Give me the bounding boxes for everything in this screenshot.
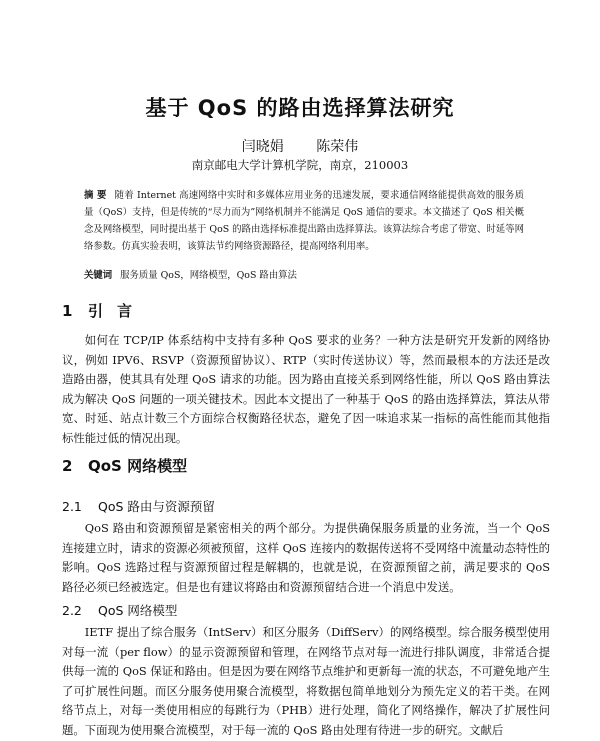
section-title: 引言 — [88, 302, 147, 320]
routing-paragraph: QoS 路由和资源预留是紧密相关的两个部分。为提供确保服务质量的业务流，当一个 QoS 连接建立时，请求的资源必须被预留，这样 QoS 连接内的数据传送将不受网络中流量动态特性的影响。QoS 选路过程与资源预留过程是解耦的，也就是说，在资源预留之前，满足要求的 QoS 路径必须已经被选定。但是也有建议将路由和资源预留结合进一个消息中发送。 — [62, 521, 550, 594]
section-heading-intro — [62, 300, 146, 321]
keywords — [84, 267, 524, 281]
keywords-label: 关键词 — [84, 270, 113, 281]
subsection-number: 2.2 — [62, 603, 82, 618]
section-heading-network-model — [62, 455, 187, 476]
paper-authors: 闫晓娟 陈荣伟 — [241, 139, 359, 155]
section-title: QoS 网络模型 — [88, 457, 188, 475]
paper-title: 基于 QoS 的路由选择算法研究 — [145, 96, 455, 120]
subsection-heading-routing — [62, 497, 215, 515]
abstract-label: 摘 要 — [84, 190, 107, 201]
subsection-number: 2.1 — [62, 499, 82, 514]
section-number: 1 — [62, 302, 73, 320]
keywords-text: 服务质量 QoS，网络模型，QoS 路由算法 — [120, 270, 297, 281]
model-paragraph: IETF 提出了综合服务（IntServ）和区分服务（DiffServ）的网络模型。综合服务模型使用对每一流（per flow）的显示资源预留和管理，在网络节点对每一流进行排队调度，非常适合提供每一流的 QoS 保证和路由。但是因为要在网络节点维护和更新每一流的状态，不可避免地产生了可扩展性问题。而区分服务使用聚合流模型，将数据包简单地划分为预先定义的若干类。在网络节点上，对每一类使用相应的每跳行为（PHB）进行处理，简化了网络操作，解决了扩展性问题。下面现为使用聚合流模型，对于每一流的 QoS 路由处理有待进一步的研究。文献后 — [62, 625, 550, 737]
subsection-heading-model — [62, 601, 177, 619]
subsection-title: QoS 路由与资源预留 — [98, 499, 215, 514]
subsection-title: QoS 网络模型 — [98, 603, 178, 618]
abstract — [84, 187, 524, 255]
intro-paragraph: 如何在 TCP/IP 体系结构中支持有多种 QoS 要求的业务？一种方法是研究开发新的网络协议，例如 IPV6、RSVP（资源预留协议）、RTP（实时传送协议）等，然而最根本的方法还是改造路由器，使其具有处理 QoS 请求的功能。因为路由直接关系到网络性能，所以 QoS 路由算法成为解决 QoS 问题的一项关键技术。因此本文提出了一种基于 QoS 的路由选择算法，算法从带宽、时延、站点计数三个方面综合权衡路径状态，避免了因一味追求某一指标的高性能而其他指标性能过低的情况出现。 — [62, 333, 550, 445]
section-number: 2 — [62, 457, 73, 475]
paper-affiliation: 南京邮电大学计算机学院，南京，210003 — [191, 158, 409, 172]
abstract-text: 随着 Internet 高速网络中实时和多媒体应用业务的迅速发展，要求通信网络能提供高效的服务质量（QoS）支持，但是传统的“尽力而为”网络机制并不能满足 QoS 通信的要求。本文描述了 QoS 相关概念及网络模型，同时提出基于 QoS 的路由选择标准提出路由选择算法。该算法综合考虑了带宽、时延等网络参数。仿真实验表明，该算法节约网络资源路径，提高网络利用率。 — [84, 190, 525, 252]
